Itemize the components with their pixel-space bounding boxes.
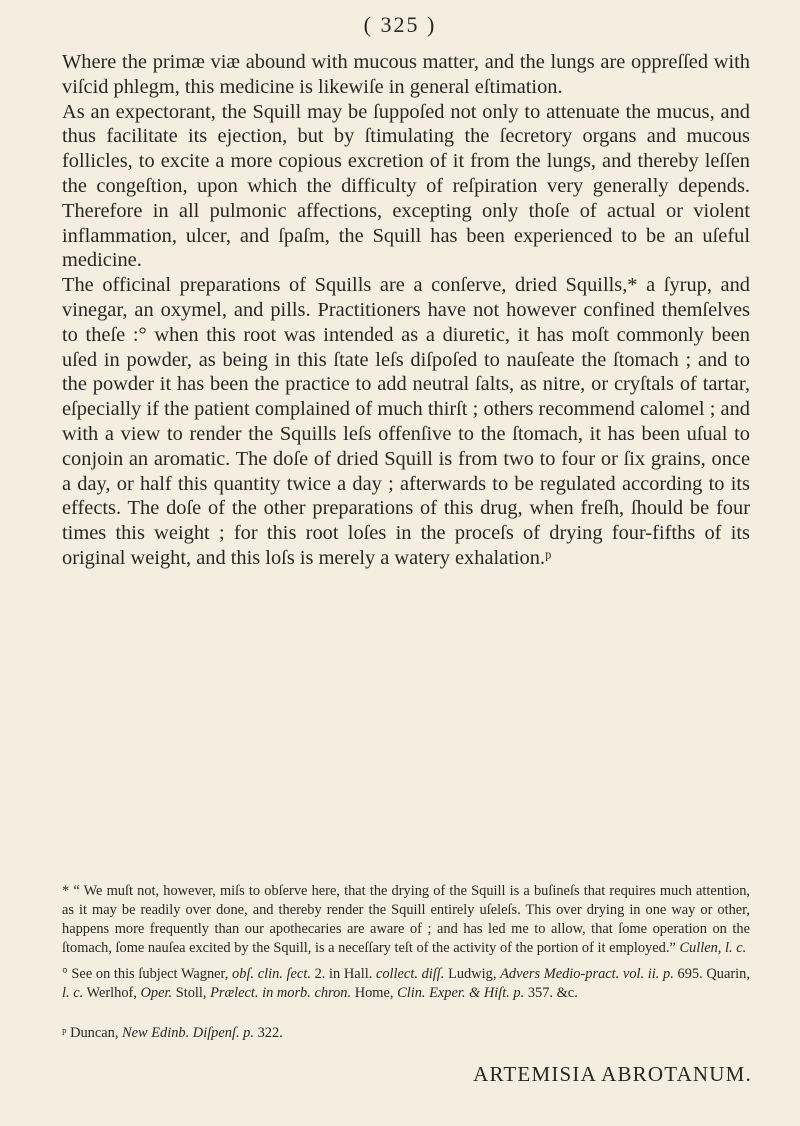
fn-p-tail: 322. [257, 1025, 283, 1041]
fn-o-ref2: collect. diſſ. [375, 966, 445, 982]
fn-o-lead: ° See on this ſubject Wagner, [62, 966, 229, 982]
footnote-star [62, 882, 750, 958]
fn-o-mid4: Werlhof, [86, 985, 137, 1001]
fn-o-ref7: Clin. Exper. & Hiſt. p. [397, 985, 525, 1001]
fn-o-mid2: Ludwig, [448, 966, 497, 982]
fn-p-ref: New Edinb. Diſpenſ. p. [122, 1025, 254, 1041]
fn-o-ref1: obſ. clin. ſect. [232, 966, 311, 982]
fn-o-mid3: 695. Quarin, [677, 966, 750, 982]
page-number: ( 325 ) [363, 12, 437, 37]
footnote-o [62, 965, 750, 1003]
fn-o-mid6: Home, [354, 985, 394, 1001]
footnote-p [62, 1024, 750, 1043]
footnote-star-text: * “ We muſt not, however, miſs to obſerve here, that the drying of the Squill is a buſineſs that requires much attention, as it may be readily over done, and thereby render the Squill entirely uſeleſs. This over drying in one way or other, happens more frequently than our apothecaries are aware of ; and has led me to allow, that ſome operation on the ſtomach, ſome nauſea excited by the Squill, is a neceſſary teſt of the activity of the portion of it employed.” [62, 883, 750, 956]
main-text [62, 50, 750, 571]
fn-o-tail: 357. &c. [527, 985, 578, 1001]
footnote-star-source: Cullen, l. c. [679, 940, 747, 956]
paragraph-3: The officinal preparations of Squills are a conſerve, dried Squills,* a ſyrup, and vinegar, an oxymel, and pills. Practitioners have not however confined themſelves to theſe :° when this root was intended as a diuretic, it has moſt commonly been uſed in powder, as being in this ſtate leſs diſpoſed to nauſeate the ſtomach ; and to the powder it has been the practice to add neutral ſalts, as nitre, or cryſtals of tartar, eſpecially if the patient complained of much thirſt ; others recommend calomel ; and with a view to render the Squills leſs offenſive to the ſtomach, it has been uſual to conjoin an aromatic. The doſe of dried Squill is from two to four or ſix grains, once a day, or half this quantity twice a day ; afterwards to be regulated according to its effects. The doſe of the other preparations of this drug, when freſh, ſhould be four times this weight ; for this root loſes in the proceſs of drying four-fifths of its original weight, and this loſs is merely a watery exhalation.ᵖ [62, 274, 750, 569]
fn-o-ref6: Prælect. in morb. chron. [210, 985, 352, 1001]
fn-o-mid5: Stoll, [175, 985, 207, 1001]
fn-p-lead: ᵖ Duncan, [62, 1025, 119, 1041]
fn-o-ref4: l. c. [62, 985, 84, 1001]
fn-o-mid1: 2. in Hall. [314, 966, 373, 982]
catchword: ARTEMISIA ABROTANUM. [473, 1062, 752, 1086]
paragraph-2: As an expectorant, the Squill may be ſuppoſed not only to attenuate the mucus, and thus facilitate its ejection, but by ſtimulating the ſecretory organs and mucous follicles, to excite a more copious excretion of it from the lungs, and thereby leſſen the congeſtion, upon which the difficulty of reſpiration very generally depends. Therefore in all pulmonic affections, excepting only thoſe of actual or violent inflammation, ulcer, and ſpaſm, the Squill has been experienced to be an uſeful medicine. [62, 100, 750, 272]
fn-o-ref3: Advers Medio-pract. vol. ii. p. [500, 966, 674, 982]
paragraph-1: Where the primæ viæ abound with mucous matter, and the lungs are oppreſſed with viſcid phlegm, this medicine is likewiſe in general eſtimation. [62, 51, 750, 98]
fn-o-ref5: Oper. [140, 985, 173, 1001]
